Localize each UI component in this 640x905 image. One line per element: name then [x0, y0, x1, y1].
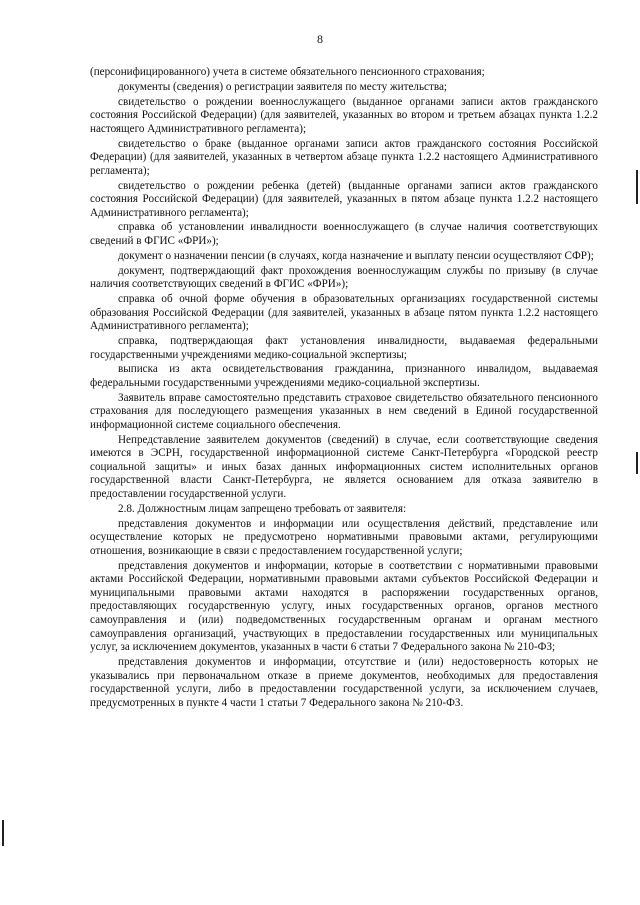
- paragraph: документ, подтверждающий факт прохождения военнослужащим службы по призыву (в случае наличия соответствующих сведений в ФГИС «ФРИ»);: [90, 264, 598, 291]
- paragraph: представления документов и информации, отсутствие и (или) недостоверность которых не указывались при первоначальном отказе в приеме документов, необходимых для предоставления государственной услуги, либо в предоставлении государственной услуги, за исключением случаев, предусмотренных в пункте 4 части 1 статьи 7 Федерального закона № 210-ФЗ.: [90, 655, 598, 709]
- paragraph: справка, подтверждающая факт установления инвалидности, выдаваемая федеральными государственными учреждениями медико-социальной экспертизы;: [90, 334, 598, 361]
- paragraph: справка об установлении инвалидности военнослужащего (в случае наличия соответствующих сведений в ФГИС «ФРИ»);: [90, 221, 598, 248]
- paragraph: (персонифицированного) учета в системе обязательного пенсионного страхования;: [90, 66, 485, 78]
- paragraph: документ о назначении пенсии (в случаях, когда назначение и выплату пенсии осуществляют СФР);: [118, 249, 594, 262]
- paragraph: Заявитель вправе самостоятельно представить страховое свидетельство обязательного пенсионного страхования для последующего размещения указанных в нем сведений в Единой государственной информационной системе социального обеспечения.: [90, 391, 598, 431]
- paragraph: свидетельство о рождении ребенка (детей) (выданные органами записи актов гражданского состояния Российской Федерации) (для заявителей, указанных в пятом абзаце пункта 1.2.2 настоящего Административного регламента);: [90, 179, 598, 219]
- document-body: [90, 66, 598, 712]
- paragraph: представления документов и информации, которые в соответствии с нормативными правовыми актами Российской Федерации, нормативными правовыми актами субъектов Российской Федерации и муниципальными правовыми актами находятся в распоряжении государственных органов, предоставляющих государственную услугу, иных государственных органов, органов местного самоуправления и (или) подведомственных государственным органам и органам местного самоуправления организаций, участвующих в предоставлении государственных или муниципальных услуг, за исключением документов, указанных в части 6 статьи 7 Федерального закона № 210-ФЗ;: [90, 559, 598, 654]
- paragraph: свидетельство о браке (выданное органами записи актов гражданского состояния Российской Федерации) (для заявителей, указанных в четвертом абзаце пункта 1.2.2 настоящего Административного регламента);: [90, 137, 598, 177]
- scan-edge-mark: [2, 820, 4, 846]
- page-number: 8: [317, 32, 323, 46]
- paragraph: Непредставление заявителем документов (сведений) в случае, если соответствующие сведения имеются в ЭСРН, государственной информационной системе Санкт-Петербурга «Городской реестр социальной защиты» и иных базах данных информационных систем исполнительных органов государственной власти Санкт-Петербурга, не является основанием для отказа заявителю в предоставлении государственной услуги.: [90, 433, 598, 501]
- paragraph: документы (сведения) о регистрации заявителя по месту жительства;: [118, 80, 448, 93]
- scan-edge-mark: [636, 170, 638, 204]
- scan-edge-mark: [636, 452, 638, 474]
- paragraph: выписка из акта освидетельствования гражданина, признанного инвалидом, выдаваемая федеральными государственными учреждениями медико-социальной экспертизы.: [90, 363, 598, 389]
- paragraph: представления документов и информации или осуществления действий, представление или осуществление которых не предусмотрено нормативными правовыми актами, регулирующими отношения, возникающие в связи с предоставлением государственной услуги;: [90, 517, 598, 557]
- paragraph: 2.8. Должностным лицам запрещено требовать от заявителя:: [118, 502, 407, 515]
- paragraph: справка об очной форме обучения в образовательных организациях государственной системы образования Российской Федерации (для заявителей, указанных в абзаце пятом пункта 1.2.2 настоящего Административного регламента);: [90, 293, 598, 333]
- paragraph: свидетельство о рождении военнослужащего (выданное органами записи актов гражданского состояния Российской Федерации) (для заявителей, указанных во втором и третьем абзацах пункта 1.2.2 настоящего Административного регламента);: [90, 95, 598, 135]
